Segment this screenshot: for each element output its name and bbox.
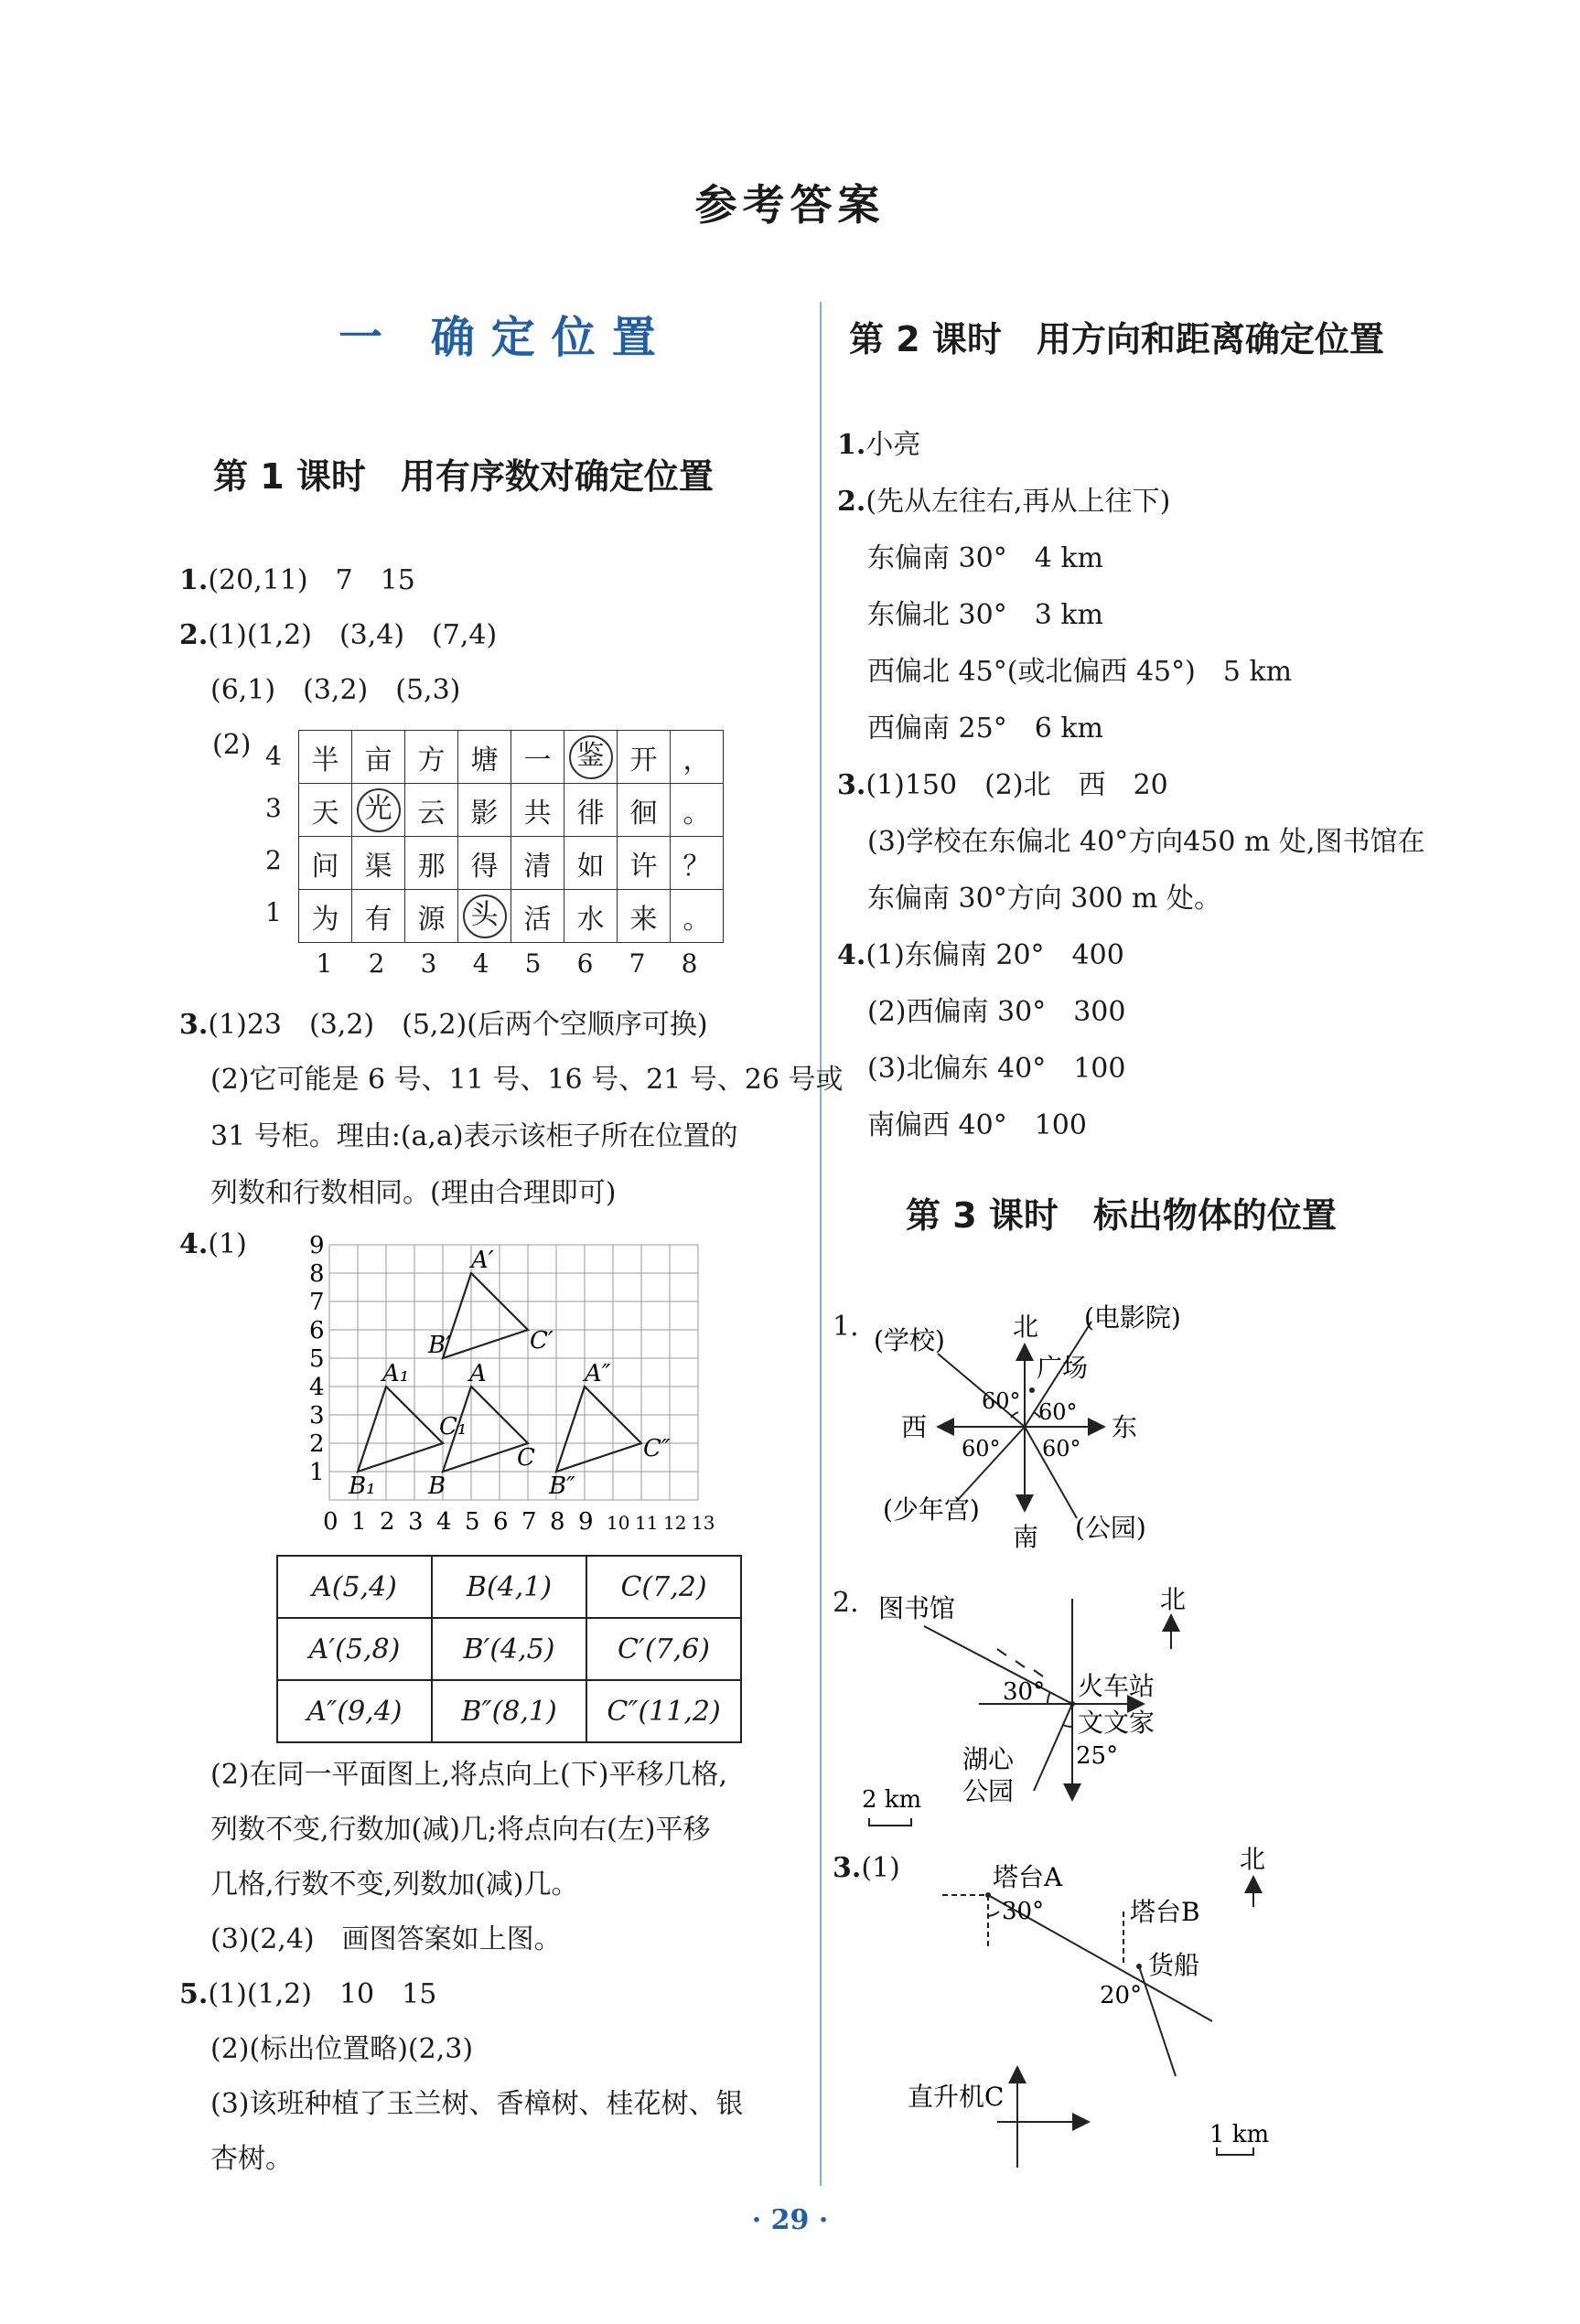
- part-label: (1): [208, 1228, 247, 1260]
- park-label: (公园): [1075, 1513, 1146, 1543]
- x-tick-label: 9: [578, 1508, 594, 1536]
- point-label-b-double-prime: B″: [549, 1473, 575, 1500]
- page-number: · 29 ·: [751, 2204, 829, 2236]
- row-label: 4: [265, 741, 282, 771]
- r-q4-line2: (2)西偏南 30° 300: [867, 996, 1126, 1028]
- lake-park-line: [1034, 1704, 1072, 1791]
- r-q1: [837, 417, 920, 474]
- r-q2-line3: 东偏北 30° 3 km: [867, 599, 1103, 631]
- r-q2-line1: [837, 474, 1170, 530]
- l-q4-line2: (2)在同一平面图上,将点向上(下)平移几格,: [210, 1759, 727, 1791]
- lesson-3-title: 第 3 课时 标出物体的位置: [906, 1195, 1337, 1236]
- col-label: 2: [368, 948, 385, 979]
- table-cell: C″(11,2): [586, 1680, 741, 1742]
- grid-row: [299, 784, 724, 837]
- square-point: [1029, 1387, 1035, 1393]
- grid-cell: ？: [671, 837, 724, 890]
- page-title: 参考答案: [694, 180, 886, 230]
- point-label-a-double-prime: A″: [585, 1360, 611, 1387]
- q-number: 3.: [179, 1009, 209, 1041]
- y-tick-label: 5: [309, 1345, 325, 1373]
- grid-cell: 徊: [618, 784, 671, 837]
- circled-char: 鉴: [569, 735, 613, 779]
- d1-number: 1.: [833, 1311, 859, 1343]
- y-tick-label: 7: [309, 1289, 325, 1316]
- grid-cell-circled: [564, 731, 618, 784]
- tick-mark: [1016, 1661, 1025, 1667]
- r-q2-line4: 西偏北 45°(或北偏西 45°) 5 km: [867, 656, 1293, 688]
- grid-cell: 来: [618, 890, 671, 943]
- grid-row: [299, 837, 724, 890]
- answer-text: (20,11) 7 15: [208, 564, 415, 596]
- x-tick-label: 13: [692, 1512, 715, 1534]
- r-q3-line1: [837, 757, 1168, 814]
- answer-text: (1)东偏南 20° 400: [865, 939, 1124, 971]
- angle-label: 30°: [1003, 1678, 1046, 1706]
- l-q3-line4: 列数和行数相同。(理由合理即可): [210, 1177, 617, 1209]
- point-label-a-prime: A′: [471, 1247, 494, 1274]
- y-tick-label: 2: [309, 1430, 325, 1458]
- grid-cell: 开: [618, 731, 671, 784]
- q-number: 5.: [179, 1978, 209, 2010]
- angle-label: 20°: [1100, 1982, 1143, 2009]
- x-tick-label: 4: [436, 1508, 452, 1536]
- tower-b-label: 塔台B: [1130, 1897, 1200, 1927]
- grid-cell: 。: [671, 890, 724, 943]
- heading-line: [1139, 1966, 1176, 2076]
- grid-cell: 水: [564, 890, 618, 943]
- l-q4-label: [179, 1216, 247, 1273]
- grid-cell: 亩: [352, 731, 405, 784]
- home-point: [1069, 1701, 1075, 1707]
- scale-bar: [1217, 2147, 1253, 2155]
- y-tick-label: 1: [309, 1459, 325, 1486]
- scale-label: 2 km: [862, 1786, 922, 1814]
- l-q4-line4: 几格,行数不变,列数加(减)几。: [210, 1869, 579, 1901]
- answer-text: (1)(1,2) (3,4) (7,4): [208, 619, 498, 651]
- x-tick-label: 0: [323, 1508, 339, 1536]
- table-cell: A(5,4): [277, 1556, 432, 1618]
- r-q2-line5: 西偏南 25° 6 km: [867, 712, 1103, 744]
- x-tick-label: 12: [663, 1512, 687, 1534]
- angle-label: 60°: [1038, 1399, 1078, 1425]
- point-label-b: B: [428, 1473, 446, 1500]
- l-q3-line2: (2)它可能是 6 号、11 号、16 号、21 号、26 号或: [210, 1064, 844, 1096]
- tick-mark: [1034, 1670, 1043, 1676]
- grid-cell: 那: [405, 837, 458, 890]
- r-q3-line2: (3)学校在东偏北 40°方向450 m 处,图书馆在: [867, 826, 1425, 858]
- q-number: 3.: [833, 1852, 862, 1884]
- d2-number: 2.: [833, 1587, 859, 1619]
- r-q4-line1: [837, 927, 1124, 984]
- y-tick-label: 8: [309, 1260, 325, 1288]
- y-tick-label: 9: [309, 1232, 325, 1259]
- grid-cell: 许: [618, 837, 671, 890]
- grid-cell: 为: [299, 890, 352, 943]
- table-cell: B″(8,1): [432, 1680, 586, 1742]
- circled-char: 头: [463, 894, 507, 938]
- l-q1: [179, 552, 415, 609]
- table-cell: A″(9,4): [277, 1680, 432, 1742]
- point-label-b1: B₁: [349, 1473, 376, 1500]
- table-cell: B′(4,5): [432, 1618, 586, 1680]
- triangle-abc-prime: [443, 1273, 528, 1358]
- y-tick-label: 3: [309, 1402, 325, 1430]
- x-tick-label: 11: [635, 1512, 659, 1534]
- point-label-c: C: [517, 1444, 535, 1472]
- l-q2-line1: [179, 607, 497, 664]
- grid-cell: 问: [299, 837, 352, 890]
- grid-cell: 共: [511, 784, 564, 837]
- grid-cell: 如: [564, 837, 618, 890]
- x-tick-label: 6: [493, 1508, 509, 1536]
- grid-cell: 天: [299, 784, 352, 837]
- part-label: (1): [861, 1852, 900, 1884]
- tick-mark: [997, 1649, 1006, 1655]
- l-q5-line1: [179, 1966, 436, 2023]
- x-tick-label: 10: [607, 1512, 630, 1534]
- answer-text: 小亮: [865, 429, 921, 461]
- x-tick-label: 8: [550, 1508, 565, 1536]
- west-label: 西: [901, 1412, 928, 1442]
- angle-label: 30°: [1002, 1898, 1045, 1925]
- grid-cell: 有: [352, 890, 405, 943]
- x-tick-label: 7: [521, 1508, 537, 1536]
- east-label: 东: [1112, 1412, 1138, 1442]
- ship-point: [1136, 1964, 1142, 1969]
- q-number: 4.: [179, 1228, 209, 1260]
- table-row: [277, 1556, 741, 1618]
- table-row: [277, 1680, 741, 1742]
- translation-grid-figure: [293, 1226, 715, 1537]
- grid-cell-circled: [458, 890, 511, 943]
- poem-table: [298, 730, 724, 943]
- q-number: 2.: [179, 619, 209, 651]
- point-label-a: A: [469, 1360, 487, 1387]
- q-number: 3.: [837, 769, 866, 801]
- answer-text: (1)(1,2) 10 15: [208, 1978, 437, 2010]
- triangle-abc-double-prime: [556, 1387, 641, 1472]
- grid-cell: 渠: [352, 837, 405, 890]
- scale-label: 1 km: [1209, 2121, 1270, 2148]
- grid-cell: 徘: [564, 784, 618, 837]
- map-diagram-3: [897, 1838, 1281, 2186]
- l-q5-line4: 杏树。: [210, 2143, 293, 2175]
- youth-palace-label: (少年宫): [883, 1494, 980, 1525]
- answer-text: (1)23 (3,2) (5,2)(后两个空顺序可换): [208, 1009, 708, 1041]
- angle-arc: [1063, 1725, 1072, 1727]
- l-q2-part2-label: (2): [212, 729, 252, 761]
- grid-cell: 方: [405, 731, 458, 784]
- col-label: 5: [524, 948, 542, 979]
- grid-cell-circled: [352, 784, 405, 837]
- col-label: 8: [681, 948, 698, 979]
- x-tick-label: 5: [465, 1508, 480, 1536]
- r-q4-line3: (3)北偏东 40° 100: [867, 1053, 1126, 1085]
- x-tick-label: 3: [408, 1508, 424, 1536]
- q-number: 4.: [837, 939, 866, 971]
- lesson-2-title: 第 2 课时 用方向和距离确定位置: [849, 319, 1384, 359]
- grid-cell: 一: [511, 731, 564, 784]
- scale-bar: [869, 1818, 911, 1826]
- grid-cell: 活: [511, 890, 564, 943]
- grid-cell: 云: [405, 784, 458, 837]
- table-cell: B(4,1): [432, 1556, 586, 1618]
- table-cell: A′(5,8): [277, 1618, 432, 1680]
- grid-row: [299, 731, 724, 784]
- q-number: 2.: [837, 486, 866, 518]
- y-tick-label: 6: [309, 1317, 325, 1344]
- angle-label: 60°: [962, 1436, 1001, 1462]
- grid-cell: 塘: [458, 731, 511, 784]
- col-label: 6: [576, 948, 594, 979]
- point-label-c-prime: C′: [530, 1327, 554, 1355]
- column-divider: [820, 302, 822, 2186]
- triangle-a1b1c1: [358, 1387, 443, 1472]
- chapter-title: 一 确定位置: [339, 312, 672, 363]
- lesson-1-title: 第 1 课时 用有序数对确定位置: [213, 456, 714, 497]
- grid-cell: 影: [458, 784, 511, 837]
- col-labels: [298, 948, 724, 979]
- x-tick-label: 1: [351, 1508, 367, 1536]
- answer-text: (先从左往右,再从上往下): [865, 486, 1171, 518]
- angle-arc: [988, 1912, 999, 1916]
- compass-diagram-1: [865, 1299, 1249, 1555]
- point-label-c-double-prime: C″: [643, 1435, 671, 1462]
- table-row: [277, 1618, 741, 1680]
- col-label: 1: [316, 948, 333, 979]
- table-cell: C′(7,6): [586, 1618, 741, 1680]
- l-q5-line2: (2)(标出位置略)(2,3): [210, 2033, 474, 2065]
- angle-label: 60°: [982, 1388, 1021, 1414]
- cinema-label: (电影院): [1084, 1302, 1181, 1333]
- row-label: 3: [265, 793, 282, 823]
- q-number: 1.: [179, 564, 209, 596]
- point-label-b-prime: B′: [428, 1332, 452, 1359]
- tower-a-label: 塔台A: [993, 1862, 1063, 1892]
- point-label-a1: A₁: [382, 1360, 410, 1387]
- lake-park-label: 湖心: [962, 1744, 1015, 1774]
- l-q2-line2: (6,1) (3,2) (5,3): [210, 674, 461, 706]
- l-q4-line5: (3)(2,4) 画图答案如上图。: [210, 1923, 562, 1955]
- l-q5-line3: (3)该班种植了玉兰树、香樟树、桂花树、银: [210, 2088, 744, 2120]
- point-label-c1: C₁: [439, 1413, 468, 1440]
- table-cell: C(7,2): [586, 1556, 741, 1618]
- r-q2-line2: 东偏南 30° 4 km: [867, 542, 1103, 574]
- tower-a-point: [985, 1892, 991, 1898]
- col-label: 4: [472, 948, 489, 979]
- l-q4-line3: 列数不变,行数加(减)几;将点向右(左)平移: [210, 1814, 711, 1846]
- library-label: 图书馆: [878, 1593, 956, 1623]
- grid-cell: 。: [671, 784, 724, 837]
- heli-label: 直升机C: [908, 2082, 1005, 2112]
- grid-cell: 半: [299, 731, 352, 784]
- x-tick-label: 2: [380, 1508, 395, 1536]
- row-label: 2: [265, 845, 282, 875]
- south-label: 南: [1013, 1522, 1039, 1552]
- coordinates-table: [276, 1555, 742, 1743]
- circled-char: 光: [357, 788, 401, 832]
- l-q3-line1: [179, 997, 708, 1054]
- station-label: 火车站: [1078, 1671, 1155, 1701]
- map-diagram-2: [860, 1580, 1244, 1827]
- answer-text: (1)150 (2)北 西 20: [865, 769, 1168, 801]
- angle-label: 60°: [1042, 1436, 1081, 1462]
- school-label: (学校): [874, 1325, 945, 1355]
- row-label: 1: [265, 897, 282, 927]
- l-q3-line3: 31 号柜。理由:(a,a)表示该柜子所在位置的: [210, 1120, 738, 1152]
- ship-label: 货船: [1148, 1950, 1200, 1980]
- col-label: 7: [629, 948, 646, 979]
- r-q3-line3: 东偏南 30°方向 300 m 处。: [867, 883, 1222, 915]
- grid-cell: 清: [511, 837, 564, 890]
- lake-park-label: 公园: [962, 1776, 1015, 1806]
- y-tick-label: 4: [309, 1374, 325, 1401]
- home-label: 文文家: [1078, 1708, 1155, 1738]
- grid-row: [299, 890, 724, 943]
- r-q4-line4: 南偏西 40° 100: [867, 1109, 1087, 1141]
- q-number: 1.: [837, 429, 866, 461]
- north-label: 北: [1160, 1584, 1187, 1614]
- grid-cell: 得: [458, 837, 511, 890]
- angle-label: 25°: [1076, 1742, 1119, 1770]
- d3-number: [833, 1840, 900, 1897]
- grid-cell: 源: [405, 890, 458, 943]
- grid-cell: ，: [671, 731, 724, 784]
- angle-arc: [1048, 1692, 1050, 1704]
- col-label: 3: [420, 948, 437, 979]
- square-label: 广场: [1037, 1353, 1089, 1383]
- poem-grid: [265, 730, 724, 979]
- north-label: 北: [1013, 1312, 1039, 1342]
- north-label: 北: [1240, 1844, 1266, 1874]
